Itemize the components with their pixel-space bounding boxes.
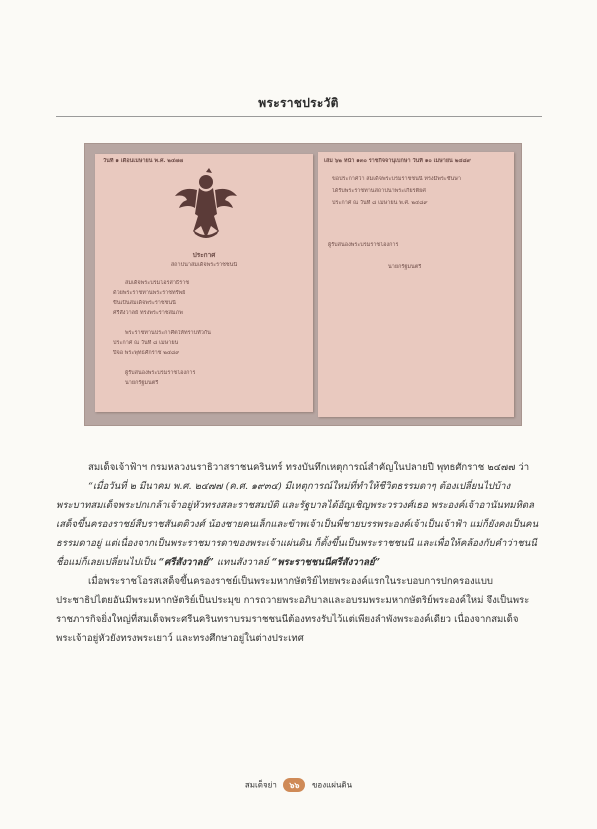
footer-left-text: สมเด็จย่า: [244, 780, 277, 790]
header-divider: [56, 116, 542, 117]
doc-line: นายกรัฐมนตรี: [125, 380, 159, 386]
doc-subtitle: สถาปนาสมเด็จพระราชชนนี: [170, 262, 238, 268]
doc-line: สมเด็จพระบรมโอรสาธิราช: [125, 280, 190, 286]
title-phra-ratchachonnani: “พระราชชนนีศรีสังวาลย์”: [271, 557, 381, 568]
quote-text-mid: แทนสังวาลย์: [213, 557, 272, 568]
page-number-badge: ๖๖: [283, 778, 305, 792]
paragraph-intro: สมเด็จเจ้าฟ้าฯ กรมหลวงนราธิวาสราชนครินทร์ ทรงบันทึกเหตุการณ์สำคัญในปลายปี พุทธศักราช ๒๔๗๗ ว่า: [88, 462, 530, 473]
footer-right-text: ของแผ่นดิน: [311, 780, 353, 790]
historical-document-photo: [84, 143, 522, 426]
doc-line: ได้รับพระราชทานสถาปนาพระเกียรติยศ: [332, 188, 426, 194]
proclamation-document-left: [95, 154, 313, 412]
doc-line: ผู้รับสนองพระบรมราชโองการ: [125, 370, 196, 376]
body-text: [56, 458, 542, 648]
doc-title: ประกาศ: [192, 252, 216, 258]
doc-line: ขึ้นเป็นสมเด็จพระราชชนนี: [113, 300, 176, 306]
paragraph-quote: [56, 477, 542, 572]
doc-line: ประกาศ ณ วันที่ ๘ เมษายน พ.ศ. ๒๔๘๙: [332, 200, 428, 206]
doc-line: นายกรัฐมนตรี: [388, 264, 422, 270]
doc-line: ผู้รับสนองพระบรมราชโองการ: [328, 242, 399, 248]
gazette-document-right: [318, 152, 514, 417]
page-footer: [0, 778, 597, 792]
doc-line: ด้วยพระราชทานพระราชทรัพย์: [113, 290, 186, 296]
paragraph-reign: เมื่อพระราชโอรสเสด็จขึ้นครองราชย์เป็นพระมหากษัตริย์ไทยพระองค์แรกในระบอบการปกครองแบบประชาธิปไตยอันมีพระมหากษัตริย์เป็นประมุข การถวายพระอภิบาลและอบรมพระมหากษัตริย์พระองค์ใหม่ จึงเป็นพระราชภารกิจยิ่งใหญ่ที่สมเด็จพระศรีนครินทราบรมราชชนนีต้องทรงรับไว้แต่เพียงลำพังพระองค์เดียว เนื่องจากสมเด็จพระเจ้าอยู่หัวยังทรงพระเยาว์ และทรงศึกษาอยู่ในต่างประเทศ: [56, 576, 530, 644]
garuda-emblem-icon: [173, 168, 239, 242]
doc-line: ประกาศ ณ วันที่ ๘ เมษายน: [113, 340, 179, 346]
doc-line: เล่ม ๖๒ หน้า ๑๓๐ ราชกิจจานุเบกษา วันที่ ๑๐ เมษายน ๒๔๘๙: [324, 158, 471, 164]
doc-top-line: วันที่ ๑ เดือนเมษายน พ.ศ. ๒๔๗๗: [103, 158, 184, 164]
doc-line: ศรีสังวาลย์ ทรงพระราชสมภพ: [113, 310, 183, 316]
section-title: พระราชประวัติ: [258, 96, 339, 110]
doc-line: พระราชทานประกาศิตให้ทราบทั่วกัน: [125, 330, 211, 336]
quote-text: “เมื่อวันที่ ๒ มีนาคม พ.ศ. ๒๔๗๗ (ค.ศ. ๑๙๓๔) มีเหตุการณ์ใหม่ที่ทำให้ชีวิตธรรมดาๆ ต้องเปลี่ยนไปบ้าง พระบาทสมเด็จพระปกเกล้าเจ้าอยู่หัวทรงสละราชสมบัติ และรัฐบาลได้อัญเชิญพระวรวงศ์เธอ พระองค์เจ้าอานันทมหิดลเสด็จขึ้นครองราชย์สืบราชสันตติวงศ์ น้องชายคนเล็กและข้าพเจ้าเป็นพี่ชายบรรพระองค์เจ้าเป็นเจ้าฟ้า แม่ก็ยังคงเป็นคนธรรมดาอยู่ แต่เนื่องจากเป็นพระราชมารดาของพระเจ้าแผ่นดิน ก็ตั้งขึ้นเป็นพระราชชนนี และเพื่อให้คล้องกับคำว่าชนนี ชื่อแม่ก็เลยเปลี่ยนไปเป็น: [56, 481, 539, 568]
doc-line: ขอประกาศว่า สมเด็จพระบรมราชชนนี ทรงมีพระชันษา: [332, 176, 461, 182]
name-sri-sangwan: “ศรีสังวาลย์”: [158, 557, 214, 568]
doc-line: ปีจอ พระพุทธศักราช ๒๔๘๙: [113, 350, 180, 356]
running-header: [0, 92, 597, 113]
